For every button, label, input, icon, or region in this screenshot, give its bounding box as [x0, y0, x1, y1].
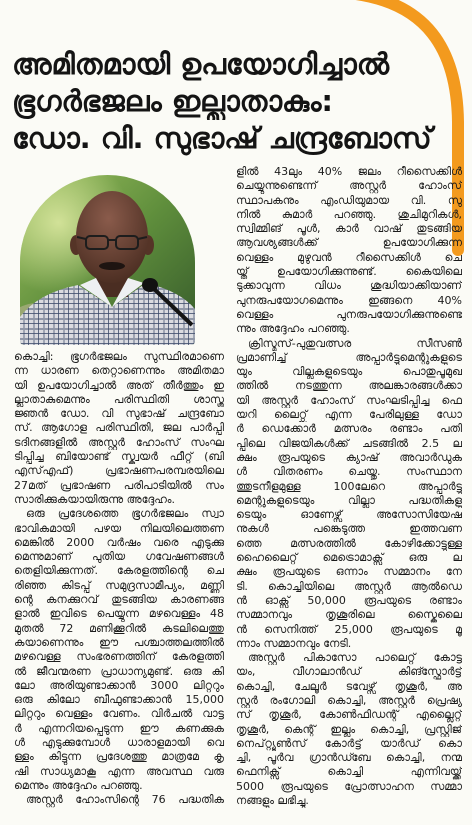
article-line: നെപ്റ്റ്യൂൺസ് കോർട്ട് യാർഡ് കൊ: [236, 736, 462, 750]
article-line: ക്ഷം രൂപയുടെ ഒന്നാം സമ്മാനം നേ: [236, 565, 462, 579]
article-paragraph: [14, 507, 224, 793]
article-line: യ്ത് ഉപയോഗിക്കുന്നുണ്ട്. കൈയിലെ: [236, 265, 462, 279]
article-paragraph: [236, 651, 462, 808]
article-line: ഷി സാധ്യമാകൂ എന്ന അവസ്ഥ വരു: [14, 764, 224, 778]
article-line: അസ്റ്റർ പികാസോ പാലെറ്റ് കോട്ട: [248, 651, 462, 665]
article-line: ൻ സെനിത്ത് 25,000 രൂപയുടെ മൂ: [236, 622, 462, 636]
article-line: എസ്എഫ്) പ്രഭാഷണപരമ്പരയിലെ: [14, 464, 224, 478]
article-line: യി ഉപയോഗിച്ചാൽ അത് തീർത്തും ഇ: [14, 378, 224, 392]
article-line: ടി. കൊച്ചിയിലെ അസ്റ്റർ ആൽഡെ: [236, 579, 462, 593]
article-line: ക്ഷം രൂപയുടെ ക്യാഷ് അവാർഡുക: [236, 450, 462, 464]
article-line: കൊച്ചി, ചേലൂർ ടവേഴ്സ് തൃശൂർ, അ: [236, 679, 462, 693]
article-line: സ്റ്റർ രംഗോലി കൊച്ചി, അസ്റ്റർ പ്രെഷ്യ: [236, 693, 462, 707]
article-line: യും വില്ലകളുടെയും പൊതുപൂമുഖ: [236, 365, 462, 379]
article-line: 5000 രൂപയുടെ പ്രോത്സാഹന സമ്മാ: [236, 779, 462, 793]
article-line: ജ്ഞൻ ഡോ. വി സുഭാഷ് ചന്ദ്രബോ: [14, 407, 224, 421]
article-line: ർ എന്നറിയപ്പെടുന്ന ഈ കണക്കുക: [14, 721, 224, 735]
article-line: ൾ വിതരണം ചെയ്തു. സംസ്ഥാന: [236, 465, 462, 479]
article-line: ത്തുടനീളമുള്ള 100ലേറെ അപ്പാർട്ടു: [236, 479, 462, 493]
article-line: മഴവെള്ള സംഭരണത്തിന് കേരളത്തി: [14, 650, 224, 664]
article-line: ൻ ഓക്സ് 50,000 രൂപയുടെ രണ്ടാം: [236, 593, 462, 607]
article-line: പ്പിലെ വിജയികൾക്ക് ചടങ്ങിൽ 2.5 ല: [236, 436, 462, 450]
article-paragraph: [14, 793, 224, 807]
article-line: വെള്ളം പുനരുപയോഗിക്കുന്നുണ്ടെ: [236, 307, 462, 321]
article-line: നങ്ങളും ലഭിച്ചു.: [236, 794, 309, 808]
speaker-photo-image: [20, 175, 195, 345]
article-line: സ്. ആഗോള പരിസ്ഥിതി, ജല പാർപ്പി: [14, 421, 224, 435]
article-column-left: [14, 350, 224, 808]
article-line: ടദിനങ്ങളിൽ അസ്റ്റർ ഹോംസ് സംഘ: [14, 435, 224, 449]
article-line: ലോ അരിയുണ്ടാക്കാൻ 3000 ലിറ്ററും: [14, 678, 224, 692]
mustache: [99, 262, 125, 270]
article-line: ഭാവികമായി പഴയ നിലയിലെത്തണ: [14, 521, 224, 535]
headline: [12, 46, 452, 157]
article-line: ഫെനിക്സ് കൊച്ചി എന്നിവയ്ക്ക്: [236, 765, 462, 779]
article-line: സ്ഥാപകനും എംഡിയുമായ വി. സു: [236, 193, 462, 207]
article-line: ളിൽ 43ലും 40% ജലം റീസൈക്കിൾ: [236, 165, 462, 178]
article-line: ലിറ്ററും വെള്ളം വേണം. വിർചൽ വാട്ട: [14, 707, 224, 721]
article-line: ൾ എടുക്കുമ്പോൾ ധാരാളമായി വെ: [14, 736, 224, 750]
headline-line-2: ഭൂഗർഭജലം ഇല്ലാതാകും:: [12, 84, 333, 118]
article-line: സാരിക്കുകയായിരുന്നു അദ്ദേഹം.: [14, 492, 176, 506]
article-line: ന്ന ധാരണ തെറ്റാണെന്നും അമിതമാ: [14, 364, 224, 378]
article-line: ച്ചി, പൂർവ ഗ്രാൻഡ്ബേ കൊച്ചി, നന്മ: [236, 751, 462, 765]
article-line: 27മത് പ്രഭാഷണ പരിപാടിയിൽ സം: [14, 478, 224, 492]
speaker-photo: [20, 175, 195, 345]
article-line: കൊച്ചി: ഭൂഗർഭജലം സുസ്ഥിരമാണെ: [14, 350, 224, 363]
article-line: അസ്റ്റർ ഹോംസിന്റെ 76 പദ്ധതിക: [26, 793, 224, 807]
article-line: ടിപ്പിച്ച ബിയോണ്ട് സ്ക്വയർ ഫീറ്റ് (ബി: [14, 450, 224, 464]
article-line: ള്ളം കിട്ടുന്ന പ്രദേശത്തു മാത്രമേ കൃ: [14, 750, 224, 764]
article-line: ൽ ജീവന്മരണ പ്രാധാന്യമുണ്ട്. ഒരു കി: [14, 664, 224, 678]
article-line: ന്റെ കനക്കുറവ് തുടങ്ങിയ കാരണങ്ങ: [14, 593, 224, 607]
headline-line-3: ഡോ. വി. സുഭാഷ് ചന്ദ്രബോസ്: [12, 121, 432, 155]
article-line: മെന്നും അദ്ദേഹം പറഞ്ഞു.: [14, 778, 143, 792]
article-line: ആവശ്യങ്ങൾക്ക് ഉപയോഗിക്കുന്ന: [236, 236, 462, 250]
article-line: വെള്ളം മുഴുവൻ റീസൈക്കിൾ ചെ: [236, 250, 462, 264]
article-line: യി അസ്റ്റർ ഹോംസ് സംഘടിപ്പിച്ച ഫെ: [236, 393, 462, 407]
article-line: സ് തൃശൂർ, കോൺഫിഡന്റ് എല്ലൈറ്റ്: [236, 708, 462, 722]
article-paragraph: [14, 350, 224, 507]
article-line: നിൽ കുമാർ പറഞ്ഞു. ശുചിമുറികൾ,: [236, 207, 462, 221]
article-line: തെളിയിക്കുന്നത്. കേരളത്തിന്റെ ചെ: [14, 564, 224, 578]
article-line: പ്രമാണിച്ച് അപ്പാർട്ടുമെന്റുകളുടെ: [236, 350, 462, 364]
article-line: ഒരു പ്രദേശത്തെ ഭൂഗർഭജലം സ്വാ: [26, 507, 224, 521]
article-line: യം, വീഗാലാൻഡ് കിങ്സ്ഫോർട്ട്: [236, 665, 462, 679]
article-line: മുതൽ 72 മണിക്കൂറിൽ കടലിലെത്തു: [14, 621, 224, 635]
article-line: മെന്നുമാണ് പുതിയ ഗവേഷണങ്ങൾ: [14, 550, 224, 564]
article-line: മെന്റുകളുടെയും വില്ലാ പദ്ധതികളു: [236, 493, 462, 507]
article-line: ന്നും അദ്ദേഹം പറഞ്ഞു.: [236, 322, 350, 336]
article-line: ടുക്കാവുന്ന വിധം ശുദ്ധിയാക്കിയാണ്: [236, 279, 462, 293]
article-line: ചെയ്യുന്നുണ്ടെന്ന് അസ്റ്റർ ഹോംസ്: [236, 179, 462, 193]
article-line: യറി ലൈറ്റ്സ് എന്ന പേരിലുള്ള ഡോ: [236, 408, 462, 422]
article-line: ല്ലാതാകുമെന്നും പരിസ്ഥിതി ശാസ്ത്ര: [14, 392, 224, 406]
article-line: സമ്മാനവും തൃശൂരിലെ സ്കൈലൈ: [236, 608, 462, 622]
article-line: ക്രിസ്മസ്-പുതുവത്സര സീസൺ: [248, 336, 462, 350]
article-line: മെങ്കിൽ 2000 വർഷം വരെ എടുക്കു: [14, 535, 224, 549]
article-line: സ്വിമ്മിങ് പൂൾ, കാർ വാഷ് തുടങ്ങിയ: [236, 222, 462, 236]
article-line: ത്തിൽ നടത്തുന്ന അലങ്കാരങ്ങൾക്കാ: [236, 379, 462, 393]
article-line: പുനരുപയോഗമെന്നും ഇങ്ങനെ 40%: [236, 293, 462, 307]
article-line: നുകൾ പങ്കെടുത്ത ഇത്തവണ: [236, 522, 462, 536]
article-line: ടെയും ഓണേഴ്സ് അസോസിയേഷ: [236, 508, 462, 522]
article-line: ത്തെ മത്സരത്തിൽ കോഴിക്കോട്ടുള്ള: [236, 536, 462, 550]
article-column-right: [236, 165, 462, 808]
article-paragraph: [236, 337, 462, 652]
article-line: കയാണെന്നും ഈ പശ്ചാത്തലത്തിൽ: [14, 635, 224, 649]
headline-line-1: അമിതമായി ഉപയോഗിച്ചാൽ: [12, 47, 390, 81]
article-line: ളാൽ ഇവിടെ പെയ്യുന്ന മഴവെള്ളം 48: [14, 607, 224, 621]
article-line: രിഞ്ഞ കിടപ്പ് സമുദ്രസാമീപ്യം, മണ്ണി: [14, 578, 224, 592]
article-line: ഒരു കിലോ ബീഫുണ്ടാക്കാൻ 15,000: [14, 693, 224, 707]
article-line: ന്നാം സമ്മാനവും നേടി.: [236, 636, 352, 650]
article-paragraph: [236, 165, 462, 337]
article-line: ഹൈലൈറ്റ് മെട്രൊമാക്സ് ഒരു ല: [236, 551, 462, 565]
article-line: ർ ഡെക്കോർ മത്സരം രണ്ടാം പതി: [236, 422, 462, 436]
article-line: തൃശൂർ, കെന്റ് ഇല്ലം കൊച്ചി, പ്രസ്റ്റിജ്: [236, 722, 462, 736]
